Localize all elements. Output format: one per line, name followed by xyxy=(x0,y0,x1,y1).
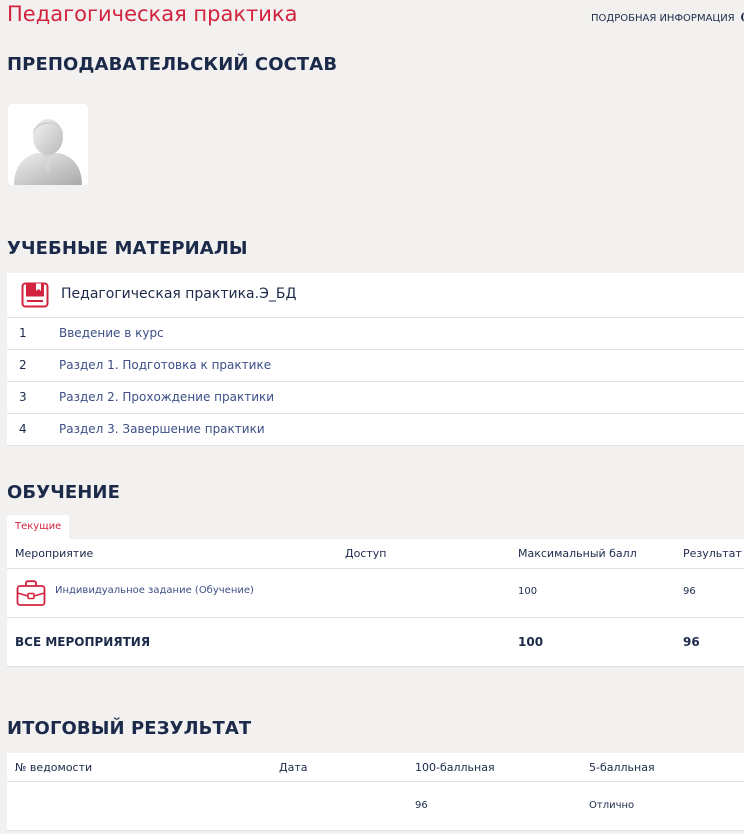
total-label: ВСЕ МЕРОПРИЯТИЯ xyxy=(15,635,151,649)
col-event: Мероприятие xyxy=(15,547,94,560)
total-max-score: 100 xyxy=(518,635,544,649)
score-5: Отлично xyxy=(589,800,635,811)
user-silhouette-icon xyxy=(8,104,88,185)
table-row xyxy=(7,569,744,618)
event-result: 96 xyxy=(683,586,696,597)
learning-section-title: ОБУЧЕНИЕ xyxy=(7,482,120,503)
list-item xyxy=(7,414,744,446)
material-link[interactable]: Раздел 1. Подготовка к практике xyxy=(59,358,272,372)
col-date: Дата xyxy=(279,761,308,774)
table-total-row xyxy=(7,618,744,667)
col-access: Доступ xyxy=(345,547,387,560)
briefcase-icon xyxy=(16,580,46,607)
table-row xyxy=(7,782,744,831)
course-header xyxy=(7,273,744,318)
material-link[interactable]: Раздел 3. Завершение практики xyxy=(59,422,265,436)
item-number: 2 xyxy=(19,358,27,372)
final-table-header xyxy=(7,753,744,782)
col-max-score: Максимальный балл xyxy=(518,547,637,560)
material-link[interactable]: Раздел 2. Прохождение практики xyxy=(59,390,275,404)
event-link[interactable]: Индивидуальное задание (Обучение) xyxy=(55,585,254,596)
materials-section-title: УЧЕБНЫЕ МАТЕРИАЛЫ xyxy=(7,238,248,259)
book-icon xyxy=(21,282,49,308)
more-info-link[interactable] xyxy=(591,12,744,24)
total-result: 96 xyxy=(683,635,700,649)
info-icon xyxy=(741,12,744,22)
course-title: Педагогическая практика.Э_БД xyxy=(61,286,297,302)
col-result: Результат xyxy=(683,547,742,560)
item-number: 4 xyxy=(19,422,27,436)
tab-current[interactable] xyxy=(7,515,69,539)
score-100: 96 xyxy=(415,800,428,811)
materials-list xyxy=(7,318,744,446)
material-link[interactable]: Введение в курс xyxy=(59,326,164,340)
item-number: 1 xyxy=(19,326,27,340)
teachers-section-title: ПРЕПОДАВАТЕЛЬСКИЙ СОСТАВ xyxy=(7,54,338,75)
event-max-score: 100 xyxy=(518,586,538,597)
list-item xyxy=(7,350,744,382)
teacher-avatar[interactable] xyxy=(8,104,88,185)
item-number: 3 xyxy=(19,390,27,404)
col-sheet-no: № ведомости xyxy=(15,761,93,774)
final-section-title: ИТОГОВЫЙ РЕЗУЛЬТАТ xyxy=(7,718,252,739)
list-item xyxy=(7,318,744,350)
col-scale5: 5-балльная xyxy=(589,761,655,774)
page-title: Педагогическая практика xyxy=(7,2,298,26)
tab-current-label: Текущие xyxy=(15,521,62,532)
learning-table-header xyxy=(7,539,744,569)
col-scale100: 100-балльная xyxy=(415,761,495,774)
more-info-label: ПОДРОБНАЯ ИНФОРМАЦИЯ xyxy=(591,13,735,24)
list-item xyxy=(7,382,744,414)
